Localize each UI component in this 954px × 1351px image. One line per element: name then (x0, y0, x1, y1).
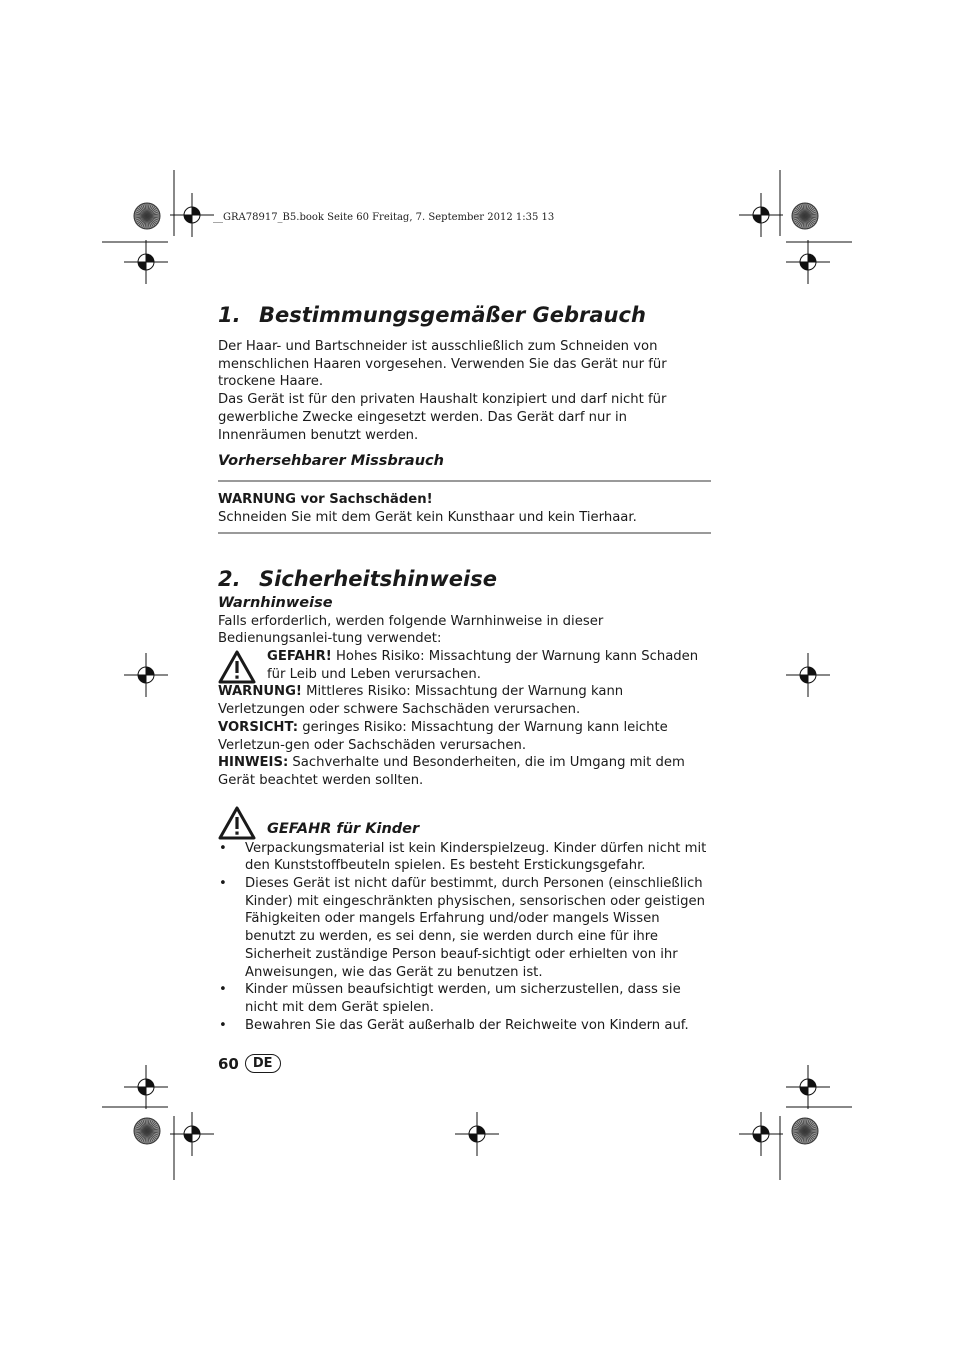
list-item: • Bewahren Sie das Gerät außerhalb der Reichweite von Kindern auf. (218, 1017, 711, 1035)
warning-box (218, 482, 711, 531)
warnung-text: Mittleres Risiko: Missachtung der Warnung kann Verletzungen oder schwere Sachschäden verursachen. (218, 684, 624, 718)
gefahr-text: Hohes Risiko: Missachtung der Warnung kann Schaden für Leib und Leben verursachen. (267, 649, 699, 682)
vorsicht-text: geringes Risiko: Missachtung der Warnung kann leichte Verletzun-gen oder Sachschäden verursachen. (218, 719, 668, 753)
warning-text: Schneiden Sie mit dem Gerät kein Kunsthaar und kein Tierhaar. (218, 509, 637, 525)
print-marker: __GRA78917_B5.book Seite 60 Freitag, 7. September 2012 1:35 13 (213, 212, 555, 223)
color-target-icon (134, 1118, 160, 1144)
section2-intro: Falls erforderlich, werden folgende Warnhinweise in dieser Bedienungsanlei-tung verwendet: (218, 613, 604, 647)
color-target-icon (792, 1118, 818, 1144)
registration-mark-icon (739, 193, 783, 237)
gefahr-label: GEFAHR! (267, 649, 332, 665)
section2-subheading: Warnhinweise (218, 594, 333, 611)
section1-number: 1. (218, 303, 241, 327)
list-item: • Verpackungsmaterial ist kein Kinderspielzeug. Kinder dürfen nicht mit den Kunststoffbeuteln spielen. Es besteht Erstickungsgefahr. (218, 840, 711, 875)
page-number: 60 (218, 1054, 239, 1073)
list-item: • Dieses Gerät ist nicht dafür bestimmt, durch Personen (einschließlich Kinder) mit eingeschränkten physischen, sensorischen oder geistigen Fähigkeiten oder mangels Erfahrung und/oder mangels Wissen benutzt zu werden, es sei denn, sie werden durch eine für ihre Sicherheit zuständige Person beauf-sichtigt oder erhielten von ihr Anweisungen, wie das Gerät zu benutzen ist. (218, 875, 711, 981)
kinder-title: GEFAHR für Kinder (267, 820, 420, 837)
registration-mark-icon (124, 240, 168, 284)
list-item: • Kinder müssen beaufsichtigt werden, um sicherzustellen, dass sie nicht mit dem Gerät spielen. (218, 981, 711, 1016)
warning-triangle-icon (218, 650, 256, 684)
language-badge: DE (245, 1054, 281, 1073)
registration-mark-icon (786, 653, 830, 697)
section2-heading (218, 564, 711, 594)
section1-heading (218, 300, 711, 330)
registration-mark-icon (455, 1112, 499, 1156)
section1-subheading: Vorhersehbarer Missbrauch (218, 453, 444, 470)
divider (218, 532, 711, 534)
registration-mark-icon (170, 1112, 214, 1156)
color-target-icon (792, 203, 818, 229)
registration-mark-icon (170, 193, 214, 237)
hinweis-text: Sachverhalte und Besonderheiten, die im Umgang mit dem Gerät beachtet werden sollten. (218, 755, 685, 788)
page-content (218, 300, 711, 1034)
registration-mark-icon (124, 1065, 168, 1109)
registration-mark-icon (124, 653, 168, 697)
vorsicht-label: VORSICHT: (218, 719, 299, 735)
color-target-icon (134, 203, 160, 229)
kinder-list (218, 840, 711, 1035)
registration-mark-icon (786, 240, 830, 284)
hinweis-label: HINWEIS: (218, 755, 289, 771)
section1-paragraph-2: Das Gerät ist für den privaten Haushalt konzipiert und darf nicht für gewerbliche Zwecke eingesetzt werden. Das Gerät darf nur in Innenräumen benutzt werden. (218, 392, 667, 443)
section1-title: Bestimmungsgemäßer Gebrauch (259, 303, 646, 327)
section1-paragraph: Der Haar- und Bartschneider ist ausschließlich zum Schneiden von menschlichen Haaren vorgesehen. Verwenden Sie das Gerät nur für trockene Haare. (218, 339, 667, 390)
page-footer (218, 1054, 281, 1073)
warning-triangle-icon (218, 806, 256, 840)
registration-mark-icon (739, 1112, 783, 1156)
gefahr-notice (218, 648, 711, 683)
registration-mark-icon (786, 1065, 830, 1109)
gefahr-kinder-heading (218, 806, 711, 840)
section2-title: Sicherheitshinweise (259, 566, 497, 591)
section2-number: 2. (218, 566, 241, 591)
warnung-label: WARNUNG! (218, 684, 302, 700)
warning-title: WARNUNG vor Sachschäden! (218, 492, 433, 508)
